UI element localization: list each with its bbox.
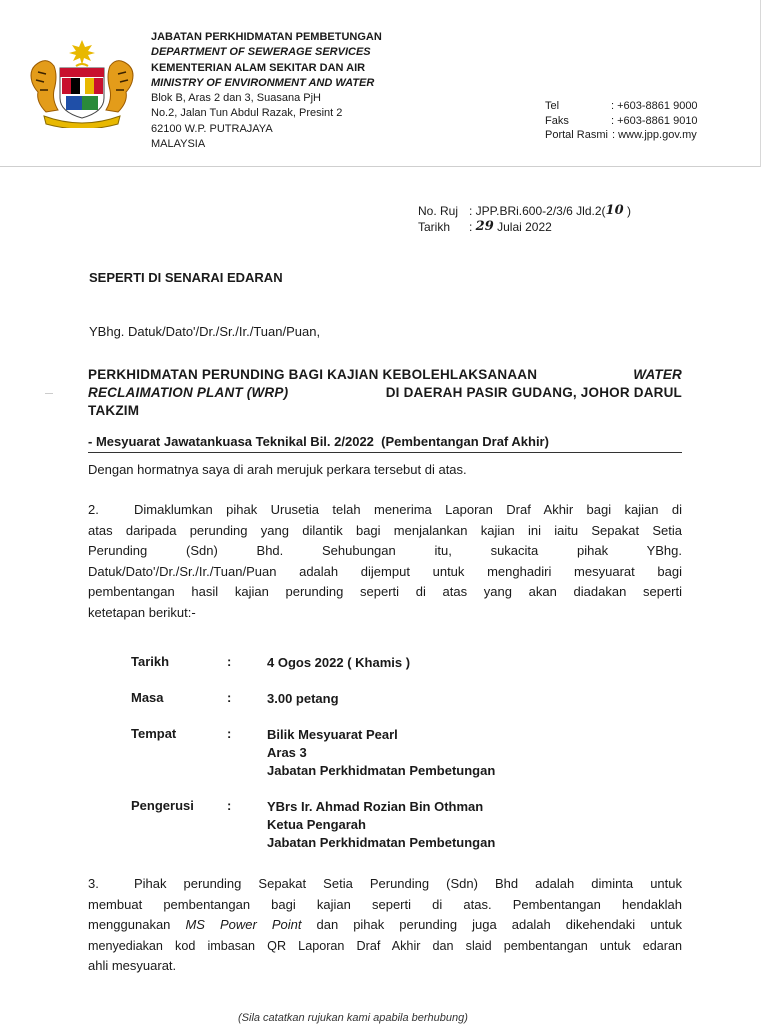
ministry-name-ms: KEMENTERIAN ALAM SEKITAR DAN AIR [151,61,366,74]
date-label: Tarikh [418,220,451,234]
paragraph-line: menyediakan kod imbasan QR Laporan Draf Akhir dan slaid pembentangan untuk edaran [88,938,682,953]
paragraph-line: membuat pembentangan bagi kajian seperti di atas. Pembentangan hendaklah [88,896,682,912]
contact-label: Faks [545,114,569,127]
contact-tel [545,99,698,114]
letter-title [88,366,682,420]
detail-colon: : [227,798,232,813]
reference-close: ) [623,204,631,218]
detail-key: Masa [131,690,164,705]
address-line: No.2, Jalan Tun Abdul Razak, Presint 2 [151,107,343,120]
title-text: PERKHIDMATAN PERUNDING BAGI KAJIAN KEBOLEHLAKSANAAN [88,367,538,382]
paragraph-line: Datuk/Dato'/Dr./Sr./Ir./Tuan/Puan adalah dijemput untuk menghadiri mesyuarat bagi [88,563,682,579]
paragraph-line: pembentangan hasil kajian perunding seperti di atas yang akan diadakan seperti [88,584,682,599]
detail-row-time [131,690,495,726]
paragraph-3 [88,874,682,977]
handwritten-reference-number: 10 [605,203,624,218]
title-italic: WATER [633,367,682,382]
malaysia-coat-of-arms-icon [24,38,140,128]
paragraph-line: atas daripada perunding yang dilantik bagi menjalankan kajian ini iaitu Sepakat Setia [88,522,682,538]
paragraph-2 [88,500,682,623]
paragraph-line: Perunding (Sdn) Bhd. Sehubungan itu, sukacita pihak YBhg. [88,543,682,558]
meeting-details [131,654,495,852]
detail-row-chair [131,798,495,852]
scan-artifact [45,393,53,394]
paragraph-1: Dengan hormatnya saya di arah merujuk perkara tersebut di atas. [88,462,467,477]
date-row [418,219,631,235]
scan-edge-line [760,0,761,167]
detail-value: 4 Ogos 2022 ( Khamis ) [267,655,411,670]
paragraph-line: menggunakan MS Power Point dan pihak perunding juga adalah dikehendaki untuk [88,917,682,932]
detail-colon: : [227,690,232,705]
ministry-name-en: MINISTRY OF ENVIRONMENT AND WATER [151,76,375,89]
reference-block [418,203,631,235]
contact-label: Tel [545,100,560,112]
ms-power-point: MS Power Point [185,917,302,932]
letterhead-divider [0,166,760,167]
address-line: MALAYSIA [151,138,206,151]
detail-colon: : [227,726,232,741]
detail-value: Bilik Mesyuarat Pearl Aras 3 Jabatan Perkhidmatan Pembetungan [267,727,496,778]
detail-row-venue [131,726,495,798]
title-line: TAKZIM [88,403,140,418]
detail-key: Pengerusi [131,798,194,813]
detail-key: Tempat [131,726,177,741]
paragraph-line: ahli mesyuarat. [88,958,177,973]
footer-reference-note: (Sila catatkan rujukan kami apabila berhubung) [238,1012,468,1024]
title-italic: RECLAIMATION PLANT (WRP) [88,385,289,400]
detail-key: Tarikh [131,654,170,669]
contact-value: : +603-8861 9010 [611,114,698,127]
reference-number-row [418,203,631,219]
handwritten-day: 29 [475,219,494,234]
title-text: DI DAERAH PASIR GUDANG, JOHOR DARUL [385,385,682,400]
detail-value: YBrs Ir. Ahmad Rozian Bin Othman Ketua Pengarah Jabatan Perkhidmatan Pembetungan [267,799,496,850]
title-line [88,366,682,384]
title-line [88,384,682,402]
date-colon: : [469,220,476,234]
detail-value: 3.00 petang [267,691,339,706]
contact-label: Portal Rasmi [545,129,608,141]
department-name-ms: JABATAN PERKHIDMATAN PEMBETUNGAN [151,31,382,43]
address-line: Blok B, Aras 2 dan 3, Suasana PjH [151,92,321,105]
reference-value: : JPP.BRi.600-2/3/6 Jld.2( [469,204,606,218]
contact-value: : +603-8861 9000 [611,100,698,112]
detail-row-date [131,654,495,690]
reference-label: No. Ruj [418,204,459,218]
paragraph-line: 3. Pihak perunding Sepakat Setia Perunding (Sdn) Bhd adalah diminta untuk [88,874,682,895]
subtitle-underline [88,452,682,453]
paragraph-line: ketetapan berikut:- [88,604,196,620]
paragraph-line: 2. Dimaklumkan pihak Urusetia telah menerima Laporan Draf Akhir bagi kajian di [88,500,682,521]
contact-block [545,99,698,143]
meeting-subtitle: - Mesyuarat Jawatankuasa Teknikal Bil. 2/2022 (Pembentangan Draf Akhir) [88,434,549,449]
address-line: 62100 W.P. PUTRAJAYA [151,122,273,135]
date-rest: Julai 2022 [493,220,552,234]
department-address-block [151,30,382,152]
detail-colon: : [227,654,232,669]
salutation: YBhg. Datuk/Dato'/Dr./Sr./Ir./Tuan/Puan, [89,324,321,339]
addressee: SEPERTI DI SENARAI EDARAN [89,270,283,285]
contact-fax [545,114,698,129]
contact-value: : www.jpp.gov.my [611,129,697,141]
paragraph-number: 2. [88,502,99,517]
contact-portal [545,128,698,143]
department-name-en: DEPARTMENT OF SEWERAGE SERVICES [151,46,371,59]
paragraph-number: 3. [88,876,99,891]
